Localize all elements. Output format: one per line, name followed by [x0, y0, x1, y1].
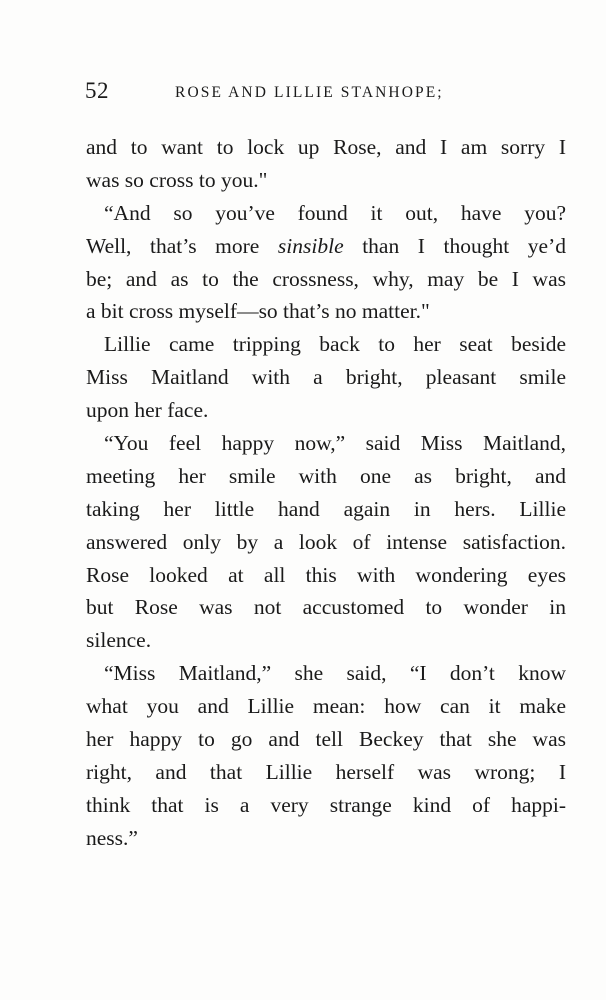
text-line: her happy to go and tell Beckey that she was	[86, 727, 566, 752]
page-header	[85, 78, 565, 108]
text-line: upon her face.	[86, 398, 209, 423]
body-text	[86, 131, 566, 855]
text-line: right, and that Lillie herself was wrong; I	[86, 759, 566, 784]
text-line: and to want to lock up Rose, and I am sorry I	[86, 135, 566, 159]
text-line: be; and as to the crossness, why, may be I was	[86, 266, 566, 291]
italic-word: sinsible	[277, 233, 344, 258]
text-line	[86, 230, 566, 263]
text-line: taking her little hand again in hers. Lillie	[86, 496, 566, 521]
page-number: 52	[85, 78, 109, 103]
running-head: ROSE AND LILLIE STANHOPE;	[175, 84, 444, 101]
text-line: Rose looked at all this with wondering eyes	[86, 562, 566, 587]
text-line: Miss Maitland with a bright, pleasant smile	[86, 365, 566, 390]
text-line: meeting her smile with one as bright, and	[86, 463, 566, 488]
text-fragment: than I thought ye’d	[362, 233, 566, 258]
text-line: a bit cross myself—so that’s no matter."	[86, 299, 430, 324]
text-line: “And so you’ve found it out, have you?	[104, 200, 566, 225]
text-line: was so cross to you."	[86, 167, 268, 192]
text-line: answered only by a look of intense satisfaction.	[86, 529, 566, 554]
text-line: “Miss Maitland,” she said, “I don’t know	[104, 661, 566, 686]
text-line: Lillie came tripping back to her seat beside	[104, 332, 566, 357]
text-line: but Rose was not accustomed to wonder in	[86, 595, 566, 620]
text-fragment: Well, that’s more	[86, 233, 260, 258]
text-line: ness.”	[86, 825, 138, 850]
text-line: “You feel happy now,” said Miss Maitland,	[104, 431, 566, 456]
text-line: silence.	[86, 628, 152, 653]
text-line: think that is a very strange kind of happi-	[86, 792, 566, 817]
text-line: what you and Lillie mean: how can it make	[86, 694, 566, 719]
